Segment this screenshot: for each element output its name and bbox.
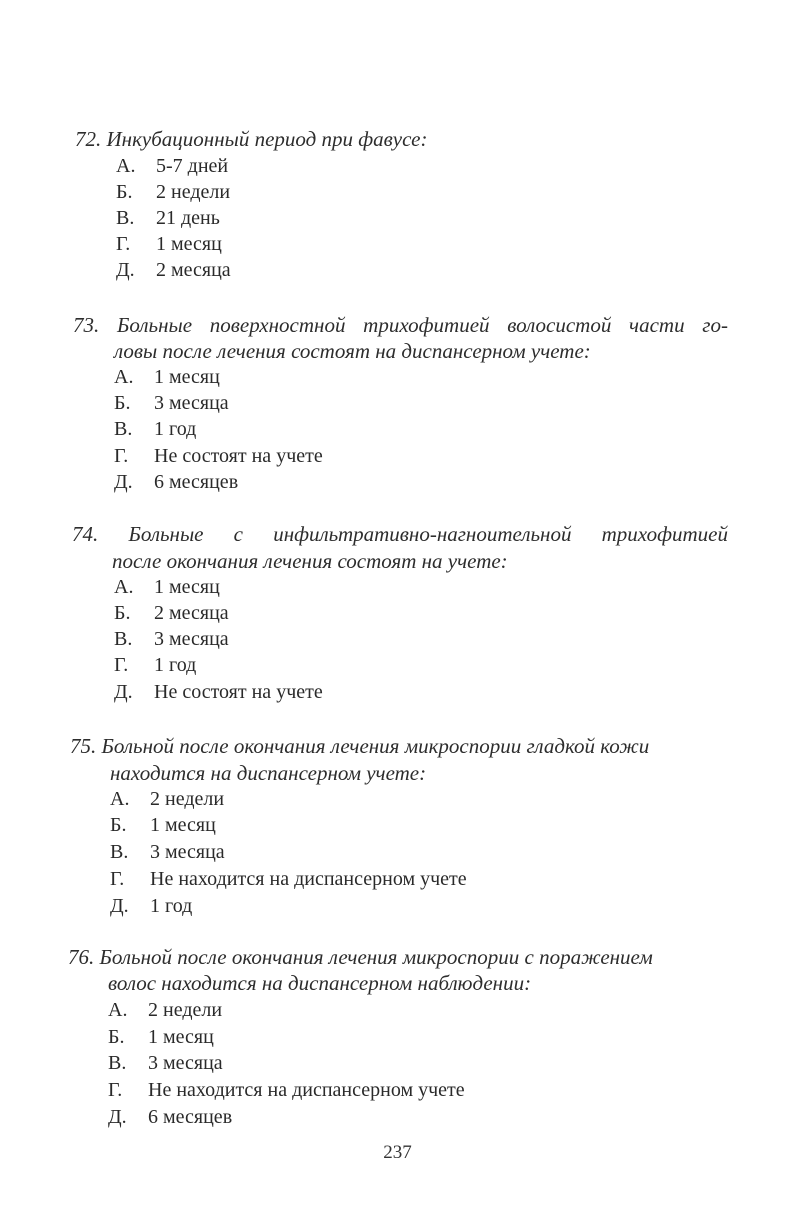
- option-letter: Г.: [108, 1079, 123, 1101]
- option-text: 5-7 дней: [156, 155, 229, 177]
- option-text: 1 год: [154, 654, 197, 676]
- question-text: [70, 733, 649, 759]
- question-text: [75, 126, 427, 152]
- option-text: 2 недели: [148, 999, 223, 1021]
- option-text: 2 недели: [150, 788, 225, 810]
- option-text: Не находится на диспансерном учете: [148, 1079, 465, 1101]
- option-text: 21 день: [156, 207, 220, 229]
- option-letter: В.: [114, 418, 133, 440]
- question-line: Больные поверхностной трихофитией волосистой части го-: [117, 313, 728, 337]
- option-letter: Д.: [110, 895, 129, 917]
- option-text: 3 месяца: [154, 628, 229, 650]
- page-number: 237: [383, 1142, 412, 1163]
- question-text: [73, 312, 728, 338]
- option-letter: Г.: [110, 868, 125, 890]
- option-text: 2 недели: [156, 181, 231, 203]
- option-text: 3 месяца: [148, 1052, 223, 1074]
- option-letter: Б.: [110, 814, 127, 836]
- option-text: 2 месяца: [156, 259, 231, 281]
- option-text: 1 месяц: [156, 233, 222, 255]
- option-text: 3 месяца: [150, 841, 225, 863]
- option-letter: Б.: [114, 392, 131, 414]
- question-line: Больной после окончания лечения микроспории гладкой кожи: [101, 734, 650, 758]
- option-letter: Д.: [114, 681, 133, 703]
- option-text: 1 месяц: [150, 814, 216, 836]
- option-text: 1 месяц: [154, 366, 220, 388]
- question-number: 76.: [68, 945, 95, 969]
- option-text: Не состоят на учете: [154, 445, 323, 467]
- option-text: 1 месяц: [148, 1026, 214, 1048]
- question-line: волос находится на диспансерном наблюдении:: [108, 971, 532, 995]
- option-letter: В.: [114, 628, 133, 650]
- option-letter: А.: [116, 155, 136, 177]
- question-number: 72.: [75, 127, 102, 151]
- option-letter: Г.: [114, 654, 129, 676]
- option-text: 6 месяцев: [148, 1106, 233, 1128]
- option-letter: Г.: [116, 233, 131, 255]
- option-text: 1 год: [150, 895, 193, 917]
- option-text: 2 месяца: [154, 602, 229, 624]
- question-text: [68, 944, 653, 970]
- option-letter: А.: [114, 576, 134, 598]
- option-text: 1 год: [154, 418, 197, 440]
- option-letter: Б.: [108, 1026, 125, 1048]
- option-letter: Б.: [116, 181, 133, 203]
- option-text: 3 месяца: [154, 392, 229, 414]
- option-letter: Б.: [114, 602, 131, 624]
- option-text: Не состоят на учете: [154, 681, 323, 703]
- option-letter: В.: [116, 207, 135, 229]
- question-text: [72, 521, 728, 547]
- option-text: 1 месяц: [154, 576, 220, 598]
- option-letter: А.: [110, 788, 130, 810]
- option-letter: Д.: [108, 1106, 127, 1128]
- question-number: 74.: [72, 522, 99, 546]
- option-letter: В.: [108, 1052, 127, 1074]
- option-letter: В.: [110, 841, 129, 863]
- question-line: Инкубационный период при фавусе:: [106, 127, 428, 151]
- question-number: 75.: [70, 734, 97, 758]
- option-letter: Д.: [116, 259, 135, 281]
- option-letter: А.: [114, 366, 134, 388]
- question-number: 73.: [73, 313, 100, 337]
- question-line: после окончания лечения состоят на учете:: [112, 549, 508, 573]
- question-line: Больные с инфильтративно-нагноительной трихофитией: [128, 522, 729, 546]
- option-letter: Г.: [114, 445, 129, 467]
- question-line: находится на диспансерном учете:: [110, 761, 427, 785]
- option-text: Не находится на диспансерном учете: [150, 868, 467, 890]
- question-line: Больной после окончания лечения микроспории с поражением: [99, 945, 653, 969]
- option-text: 6 месяцев: [154, 471, 239, 493]
- option-letter: Д.: [114, 471, 133, 493]
- option-letter: А.: [108, 999, 128, 1021]
- question-line: ловы после лечения состоят на диспансерном учете:: [114, 339, 591, 363]
